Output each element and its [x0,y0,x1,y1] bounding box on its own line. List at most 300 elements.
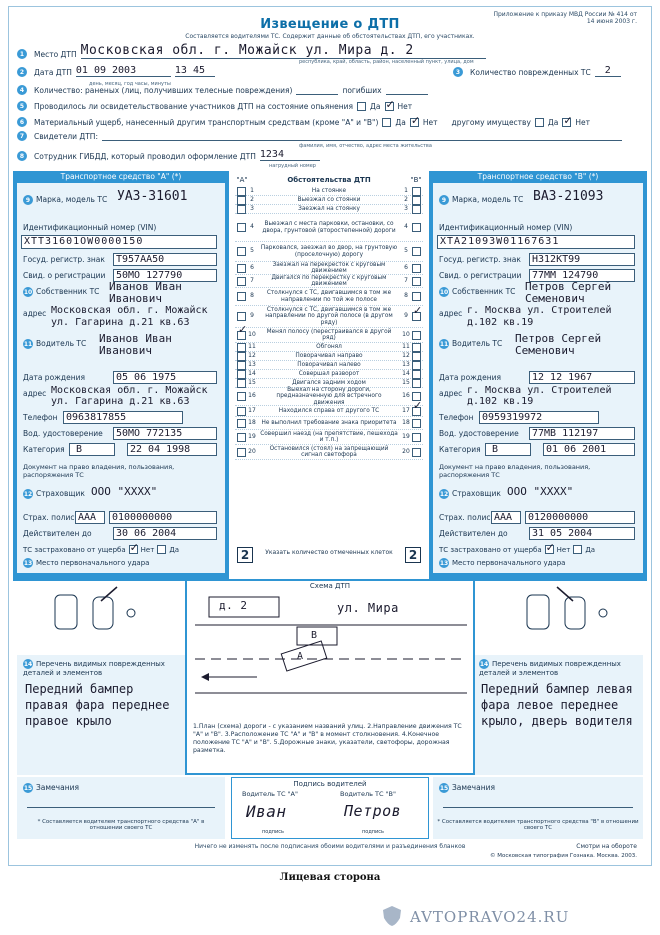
field-number-14b: 14 [479,660,489,668]
a-brand-label: Марка, модель ТС [36,195,108,204]
property-no-label: Нет [575,118,591,127]
circumstance-a-checkbox[interactable] [237,187,246,196]
a-license-value: 50МО 772135 [116,428,183,439]
b-ins-field[interactable]: ООО "ХХХХ" [507,485,574,498]
circumstance-text: Выезжал со стоянки [297,196,361,203]
circumstance-text: Столкнулся с ТС, двигавшимся в том же направлении по другой полосе (в другом ряду) [265,306,393,326]
circumstance-a-checkbox[interactable] [237,407,246,416]
circumstance-number: 17 [402,406,410,414]
a-dob-box[interactable] [113,371,217,384]
alcohol-row [17,101,412,111]
circumstance-b-checkbox[interactable] [412,331,421,340]
a-policy-no-box[interactable] [109,511,217,524]
a-owner-addr-field[interactable]: Московская обл. г. Можайск ул. Гагарина д.21 кв.63 [51,305,208,328]
circumstance-text: Столкнулся с ТС, двигавшимся в том же направлении по той же полосе [266,290,392,303]
circumstance-row [235,343,423,352]
date-field[interactable]: 01 09 2003 [76,65,171,77]
a-impact-label: Место первоначального удара [36,559,150,567]
a-remarks-label: Замечания [36,783,79,792]
a-reg-label: Свид. о регистрации [23,271,106,280]
circumstance-row [235,187,423,196]
b-reg-value: 77ММ 124790 [532,270,599,281]
alcohol-no-checkbox[interactable] [385,102,394,111]
a-driver-label: Водитель ТС [36,339,87,348]
alcohol-no-label: Нет [397,102,413,111]
a-remarks-panel [17,777,225,839]
tc-count-label: Количество поврежденных ТС [470,68,591,77]
circumstance-number: 12 [248,351,256,359]
b-plate-label: Госуд. регистр. знак [439,255,521,264]
circumstance-number: 9 [404,312,408,320]
b-damage-panel [473,655,643,775]
footer-notice: Ничего не изменять после подписания обоими водителями и разъединения бланков [194,843,466,850]
a-plate-label: Госуд. регистр. знак [23,255,105,264]
scheme-legend: 1.План (схема) дороги - с указанием названий улиц. 2.Направление движения ТС "А" и "В". 3.Расположение ТС "А" и "В" в момент столкновения. 4.Конечное положение ТС "А" и "В". 5.Дорожные знаки, указатели, светофоры, дорожная разметка. [193,723,462,754]
a-policy-series-box[interactable] [75,511,105,524]
property-yes-checkbox[interactable] [535,118,544,127]
circumstance-row [235,352,423,361]
col-b-label: "В" [410,176,422,184]
b-policy-no: 0120000000 [528,512,589,523]
a-remarks-field[interactable] [27,807,215,808]
b-owner-addr-label: адрес [439,309,463,318]
circumstance-number: 12 [402,351,410,359]
accident-notice-form [8,6,652,866]
field-number-11b: 11 [439,340,449,348]
a-ins-damage-no-label: Нет [140,545,155,554]
a-valid-value: 30 06 2004 [116,528,177,539]
circumstance-b-checkbox[interactable] [412,352,421,361]
a-car-icon [93,597,113,629]
damage-no-checkbox[interactable] [410,118,419,127]
circumstance-a-checkbox[interactable] [237,264,246,273]
vehicle-b-body [433,183,643,573]
a-policy-series: ААА [78,512,97,523]
circumstance-b-checkbox[interactable] [412,433,421,442]
a-issue-box[interactable] [127,443,217,456]
a-brand-field[interactable]: УАЗ-31601 [117,189,188,204]
circumstance-number: 17 [248,406,256,414]
a-owner-field[interactable]: Иванов Иван Иванович [109,280,182,305]
a-license-label: Вод. удостоверение [23,429,103,438]
circumstance-text: Совершил наезд (на препятствие, пешехода и т.п.) [260,430,398,443]
field-number-15: 15 [23,784,33,792]
damage-yes-label: Да [395,118,406,127]
tc-count-row [453,65,621,77]
circumstance-b-checkbox[interactable] [412,264,421,273]
b-owner-label: Собственник ТС [452,287,516,296]
circumstance-row [235,328,423,343]
circumstances-header [235,175,423,185]
circumstance-row [235,445,423,460]
brand-watermark: AVTOPRAVO24.RU [410,908,570,926]
gibdd-field[interactable]: 1234 [260,149,320,161]
circumstances-title: Обстоятельства ДТП [287,176,371,184]
a-driver-addr-field[interactable]: Московская обл. г. Можайск ул. Гагарина д.21 кв.63 [51,385,208,407]
b-note: * Составляется водителем транспортного средства "В" в отношении своего ТС [437,819,639,831]
damage-yes-checkbox[interactable] [382,118,391,127]
circumstance-b-checkbox[interactable] [412,292,421,301]
a-damage-list-label: Перечень видимых поврежденных деталей и элементов [23,660,165,677]
circumstance-row [235,361,423,370]
alcohol-yes-checkbox[interactable] [357,102,366,111]
circumstance-a-checkbox[interactable] [237,205,246,214]
circumstance-text: Двигался по перекрестку с круговым движением [271,274,387,287]
b-policy-no-box[interactable] [525,511,635,524]
a-dob-label: Дата рождения [23,373,85,382]
field-number-13b: 13 [439,559,449,567]
circumstance-number: 1 [250,186,254,194]
circumstance-row [235,262,423,275]
a-ins-label: Страховщик [36,489,85,498]
field-number-8: 8 [17,151,27,161]
circumstance-b-checkbox[interactable] [412,448,421,457]
circumstance-row [235,417,423,430]
b-plate-box[interactable] [529,253,635,266]
a-issue-value: 22 04 1998 [130,444,191,455]
circumstance-number: 13 [248,360,256,368]
field-number-2: 2 [17,67,27,77]
circumstance-b-checkbox[interactable] [412,343,421,352]
circumstance-text: Совершал разворот [298,370,360,377]
a-vin-label: Идентификационный номер (VIN) [23,223,157,232]
dead-label: погибших [342,86,382,95]
circumstance-b-checkbox[interactable] [412,277,421,286]
b-ins-damage-yes[interactable] [545,545,554,554]
field-number-12b: 12 [439,490,449,498]
circumstance-b-checkbox[interactable] [412,370,421,379]
a-ins-damage-label: ТС застраховано от ущерба [23,545,126,554]
time-field[interactable]: 13 45 [175,65,215,77]
a-phone-label: Телефон [23,413,58,422]
circumstance-number: 18 [402,418,410,426]
vehicle-b-head: Транспортное средство "В" (*) [477,172,599,181]
scheme-car-a-label: А [297,651,304,662]
b-license-box[interactable] [529,427,635,440]
b-plate-value: Н312КТ99 [532,254,581,265]
accident-scheme [185,579,475,775]
scheme-street-label: ул. Мира [337,601,399,615]
injured-label: Количество: раненых (лиц, получивших телесные повреждения) [34,86,293,95]
circumstance-row [235,306,423,328]
circumstance-number: 19 [248,432,256,440]
circumstance-text: Находился справа от другого ТС [278,407,380,414]
gibdd-row [17,149,320,161]
circumstance-number: 16 [248,392,256,400]
place-row [17,43,486,59]
property-no-checkbox[interactable] [562,118,571,127]
sign-a-label: Водитель ТС "А" [242,790,298,798]
a-ins-damage-no[interactable] [157,545,166,554]
b-damage-list-field[interactable]: Передний бампер левая фара левое переднее крыло, дверь водителя [481,682,633,728]
a-ins-damage-yes-label: Да [169,545,180,554]
circumstance-a-checkbox[interactable] [237,312,246,321]
b-driver-label: Водитель ТС [452,339,503,348]
circumstance-b-checkbox[interactable] [412,361,421,370]
alcohol-yes-label: Да [370,102,381,111]
circumstance-number: 10 [248,330,256,338]
a-damage-list-field[interactable]: Передний бампер правая фара переднее правое крыло [25,682,170,728]
signatures-title: Подпись водителей [293,780,367,788]
circumstance-a-checkbox[interactable] [237,370,246,379]
circumstance-text: Выехал на сторону дороги, предназначенную для встречного движения [276,386,382,406]
circumstance-number: 14 [402,369,410,377]
direction-arrowhead [201,673,209,681]
count-label: Указать количество отмеченных клеток [265,549,393,556]
circumstance-b-checkbox[interactable] [412,205,421,214]
circumstance-text: Парковался, заезжал во двор, на грунтовую (проселочную) дорогу [260,245,398,258]
b-vin-label: Идентификационный номер (VIN) [439,223,573,232]
circumstance-number: 11 [248,342,256,350]
circumstance-b-checkbox[interactable] [412,379,421,388]
scheme-title: Схема ДТП [309,582,351,590]
circumstance-b-checkbox[interactable] [412,312,421,321]
circumstance-a-checkbox[interactable] [237,392,246,401]
b-remarks-panel [433,777,643,839]
circumstance-text: Поворачивал налево [297,361,361,368]
circumstance-number: 11 [402,342,410,350]
damage-no-label: Нет [422,118,438,127]
circumstance-row [235,275,423,288]
b-policy-series-box[interactable] [491,511,521,524]
circumstance-a-checkbox[interactable] [237,433,246,442]
gibdd-label: Сотрудник ГИБДД, который проводил оформление ДТП [34,152,256,161]
a-cat-value: В [76,444,83,455]
b-cat-value: В [492,444,499,455]
circumstance-a-checkbox[interactable] [237,361,246,370]
form-subtitle: Составляется водителями ТС. Содержит данные об обстоятельствах ДТП, его участниках. [185,33,475,40]
a-damage-panel [17,655,185,775]
injured-field[interactable] [296,85,338,95]
b-remarks-field[interactable] [443,807,633,808]
b-phone-value: 0959319972 [482,412,543,423]
a-owner-addr-label: адрес [23,309,47,318]
dead-field[interactable] [386,85,428,95]
circumstance-row [235,370,423,379]
damage-row [17,117,590,127]
a-phone-box[interactable] [63,411,183,424]
a-policy-label: Страх. полис [23,513,75,522]
vehicle-a-body [17,183,225,573]
circumstance-b-checkbox[interactable] [412,223,421,232]
circumstance-a-checkbox[interactable] [237,379,246,388]
circumstances-column [235,175,423,575]
circumstance-a-checkbox[interactable] [237,448,246,457]
a-dob-value: 05 06 1975 [116,372,177,383]
a-policy-no: 0100000000 [112,512,173,523]
circumstance-number: 13 [402,360,410,368]
a-driver-field[interactable]: Иванов Иван Иванович [99,332,172,357]
circumstance-a-checkbox[interactable] [237,419,246,428]
circumstance-row [235,288,423,306]
b-truck-icon [527,595,549,629]
a-ins-field[interactable]: ООО "ХХХХ" [91,485,158,498]
b-license-label: Вод. удостоверение [439,429,519,438]
circumstance-row [235,205,423,214]
circumstance-number: 14 [248,369,256,377]
circumstance-number: 5 [250,247,254,255]
circumstance-b-checkbox[interactable] [412,419,421,428]
b-impact-diagram [517,583,627,633]
circumstance-number: 7 [404,276,408,284]
b-dob-label: Дата рождения [439,373,501,382]
field-number-12: 12 [23,490,33,498]
circumstance-a-checkbox[interactable] [237,277,246,286]
count-b-box[interactable]: 2 [405,547,421,563]
b-ins-label: Страховщик [452,489,501,498]
circumstance-a-checkbox[interactable] [237,196,246,205]
circumstance-a-checkbox[interactable] [237,223,246,232]
b-doc-label: Документ на право владения, пользования, распоряжения ТС [439,463,591,479]
circumstance-b-checkbox[interactable] [412,196,421,205]
sign-b-hint: подпись [362,829,384,835]
circumstance-number: 8 [404,292,408,300]
circumstance-text: Двигался задним ходом [292,379,366,386]
witnesses-label: Свидетели ДТП: [34,132,98,141]
b-brand-label: Марка, модель ТС [452,195,524,204]
b-vin-box[interactable] [437,235,635,249]
tc-count-field[interactable]: 2 [595,65,621,77]
circumstance-text: Выезжал с места парковки, остановки, со двора, грунтовой (второстепенной) дороги [262,221,396,234]
a-owner-label: Собственник ТС [36,287,100,296]
b-driver-addr-field[interactable]: г. Москва ул. Строителей д.102 кв.19 [467,385,612,407]
date-hint: день, месяц, год часы, минуты [89,81,171,87]
a-valid-box[interactable] [113,527,217,540]
b-car-icon [565,597,585,629]
field-number-9: 9 [23,195,33,205]
b-brand-field[interactable]: ВАЗ-21093 [533,189,604,204]
b-damage-list-label: Перечень видимых поврежденных деталей и элементов [479,660,621,677]
b-valid-box[interactable] [529,527,635,540]
signatures-block [231,777,429,839]
circumstance-number: 8 [250,292,254,300]
b-reg-label: Свид. о регистрации [439,271,522,280]
circumstance-number: 1 [404,186,408,194]
a-plate-box[interactable] [113,253,217,266]
circumstance-text: На стоянке [311,187,347,194]
circumstance-text: Остановился (стоял) на запрещающий сигнал светофора [269,445,389,458]
witnesses-hint: фамилия, имя, отчество, адрес места жительства [299,143,432,149]
a-ins-damage-yes[interactable] [129,545,138,554]
b-cat-box[interactable] [485,443,531,456]
circumstance-text: Заезжал на стоянку [298,205,360,212]
circumstance-row [235,406,423,417]
circumstance-a-checkbox[interactable] [237,247,246,256]
circumstance-number: 3 [404,204,408,212]
b-driver-field[interactable]: Петров Сергей Семенович [515,332,602,357]
circumstance-b-checkbox[interactable] [412,407,421,416]
b-dob-value: 12 12 1967 [532,372,593,383]
a-vin-value: XTT31601OW0000150 [24,236,144,247]
circumstance-number: 10 [402,330,410,338]
field-number-14: 14 [23,660,33,668]
b-moto-icon [599,609,607,617]
b-valid-label: Действителен до [439,529,508,538]
b-ins-damage-no[interactable] [573,545,582,554]
sign-a-field[interactable]: Иван [246,802,287,821]
circumstance-text: Не выполнил требование знака приоритета [261,419,397,426]
circumstance-b-checkbox[interactable] [412,247,421,256]
place-label: Место ДТП [34,50,77,59]
circumstance-number: 2 [404,195,408,203]
a-license-box[interactable] [113,427,217,440]
scheme-car-b-label: В [311,630,318,641]
b-owner-field[interactable]: Петров Сергей Семенович [525,280,612,305]
circumstance-row [235,214,423,242]
circumstance-b-checkbox[interactable] [412,187,421,196]
a-valid-label: Действителен до [23,529,92,538]
field-number-13: 13 [23,559,33,567]
circumstance-row [235,242,423,262]
circumstance-text: Обгонял [316,343,342,350]
field-number-10b: 10 [439,288,449,296]
sign-b-field[interactable]: Петров [344,802,402,820]
b-ins-damage-label: ТС застраховано от ущерба [439,545,542,554]
form-title: Извещение о ДТП [260,17,400,32]
circumstance-number: 6 [250,263,254,271]
b-remarks-label: Замечания [452,783,495,792]
b-owner-addr-field[interactable]: г. Москва ул. Строителей д.102 кв.19 [467,305,612,328]
field-number-11: 11 [23,340,33,348]
b-ins-damage-yes-label: Да [585,545,596,554]
b-issue-box[interactable] [543,443,635,456]
b-cat-label: Категория [439,445,481,454]
gibdd-hint: нагрудный номер [269,163,316,169]
circumstance-number: 15 [402,378,410,386]
a-moto-icon [127,609,135,617]
sign-a-hint: подпись [262,829,284,835]
circumstance-row [235,388,423,406]
b-valid-value: 31 05 2004 [532,528,593,539]
circumstance-number: 7 [250,276,254,284]
circumstance-a-checkbox[interactable] [237,331,246,340]
col-a-label: "А" [236,176,248,184]
injured-row [17,85,428,95]
circumstance-a-checkbox[interactable] [237,352,246,361]
b-phone-box[interactable] [479,411,599,424]
b-issue-value: 01 06 2001 [546,444,607,455]
circumstance-number: 16 [402,392,410,400]
a-vin-box[interactable] [21,235,217,249]
circumstance-a-checkbox[interactable] [237,343,246,352]
circumstance-number: 15 [248,378,256,386]
circumstance-number: 6 [404,263,408,271]
a-cat-box[interactable] [69,443,115,456]
witnesses-field[interactable] [102,131,622,141]
place-field[interactable]: Московская обл. г. Можайск ул. Мира д. 2 [81,43,486,59]
b-impact-label: Место первоначального удара [452,559,566,567]
footer-publisher: © Московская типография Гознака. Москва. 2003. [489,853,637,859]
circumstance-a-checkbox[interactable] [237,292,246,301]
b-license-value: 77МВ 112197 [532,428,599,439]
field-number-7: 7 [17,131,27,141]
date-row [17,65,215,77]
a-impact-arrow [101,587,117,601]
page-caption: Лицевая сторона [279,872,381,883]
a-impact-diagram [45,583,155,633]
circumstance-text: Поворачивал направо [295,352,363,359]
field-number-15b: 15 [439,784,449,792]
circumstance-number: 20 [402,447,410,455]
count-a-box[interactable]: 2 [237,547,253,563]
sign-b-label: Водитель ТС "В" [340,790,397,798]
damage-label: Материальный ущерб, нанесенный другим транспортным средствам (кроме "А" и "В") [34,118,379,127]
b-dob-box[interactable] [529,371,635,384]
a-plate-value: Т957АА50 [116,254,165,265]
a-phone-value: 0963817855 [66,412,127,423]
a-reg-value: 50МО 127790 [116,270,183,281]
property-yes-label: Да [547,118,559,127]
